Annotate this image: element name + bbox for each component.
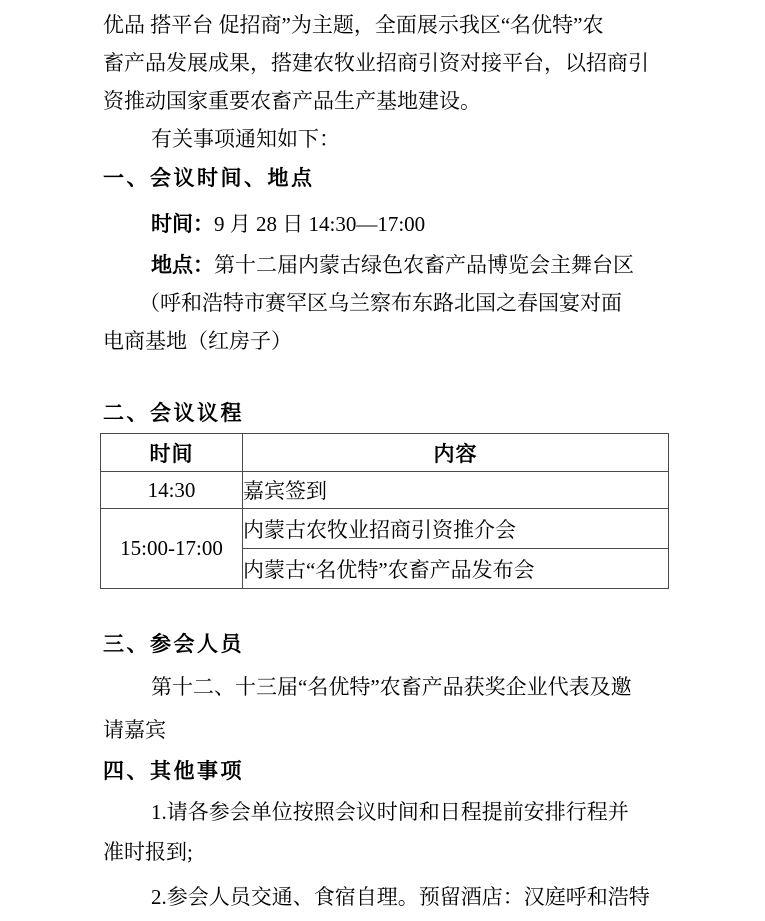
meeting-place-line [103, 246, 668, 284]
participants-line: 请嘉宾 [103, 718, 166, 742]
place-continuation-line: 电商基地（红房子） [103, 329, 292, 353]
place-label: 地点： [151, 254, 214, 277]
intro-line: 有关事项通知如下： [151, 127, 340, 151]
agenda-content-cell: 嘉宾签到 [243, 472, 669, 509]
place-continuation-line: （呼和浩特市赛罕区乌兰察布东路北国之春国宴对面 [139, 291, 622, 315]
other-item-line: 2.参会人员交通、食宿自理。预留酒店：汉庭呼和浩特 [151, 885, 650, 909]
section3-heading: 三、参会人员 [103, 633, 244, 656]
time-value: 9 月 28 日 14:30—17:00 [214, 212, 426, 236]
agenda-content-cell: 内蒙古农牧业招商引资推介会 [243, 509, 669, 549]
section1-heading: 一、会议时间、地点 [103, 167, 315, 190]
participants-line: 第十二、十三届“名优特”农畜产品获奖企业代表及邀 [151, 675, 632, 699]
other-item-line: 1.请各参会单位按照会议时间和日程提前安排行程并 [151, 800, 629, 824]
agenda-time-cell: 14:30 [101, 472, 243, 509]
agenda-header-content: 内容 [243, 434, 669, 472]
other-item-line: 准时报到; [103, 840, 193, 864]
body-paragraph-line: 资推动国家重要农畜产品生产基地建设。 [103, 89, 481, 113]
agenda-header-row [101, 434, 669, 472]
agenda-time-cell: 15:00-17:00 [101, 509, 243, 589]
agenda-content-cell: 内蒙古“名优特”农畜产品发布会 [243, 549, 669, 589]
body-paragraph-line: 优品 搭平台 促招商”为主题，全面展示我区“名优特”农 [103, 13, 604, 37]
agenda-row [101, 509, 669, 549]
agenda-header-time: 时间 [101, 434, 243, 472]
meeting-time-line [103, 205, 668, 243]
agenda-table [100, 433, 669, 589]
section4-heading: 四、其他事项 [103, 760, 244, 783]
section2-heading: 二、会议议程 [103, 402, 244, 425]
agenda-row [101, 472, 669, 509]
time-label: 时间： [151, 213, 214, 236]
place-value: 第十二届内蒙古绿色农畜产品博览会主舞台区 [214, 253, 634, 277]
body-paragraph-line: 畜产品发展成果，搭建农牧业招商引资对接平台，以招商引 [103, 51, 649, 75]
